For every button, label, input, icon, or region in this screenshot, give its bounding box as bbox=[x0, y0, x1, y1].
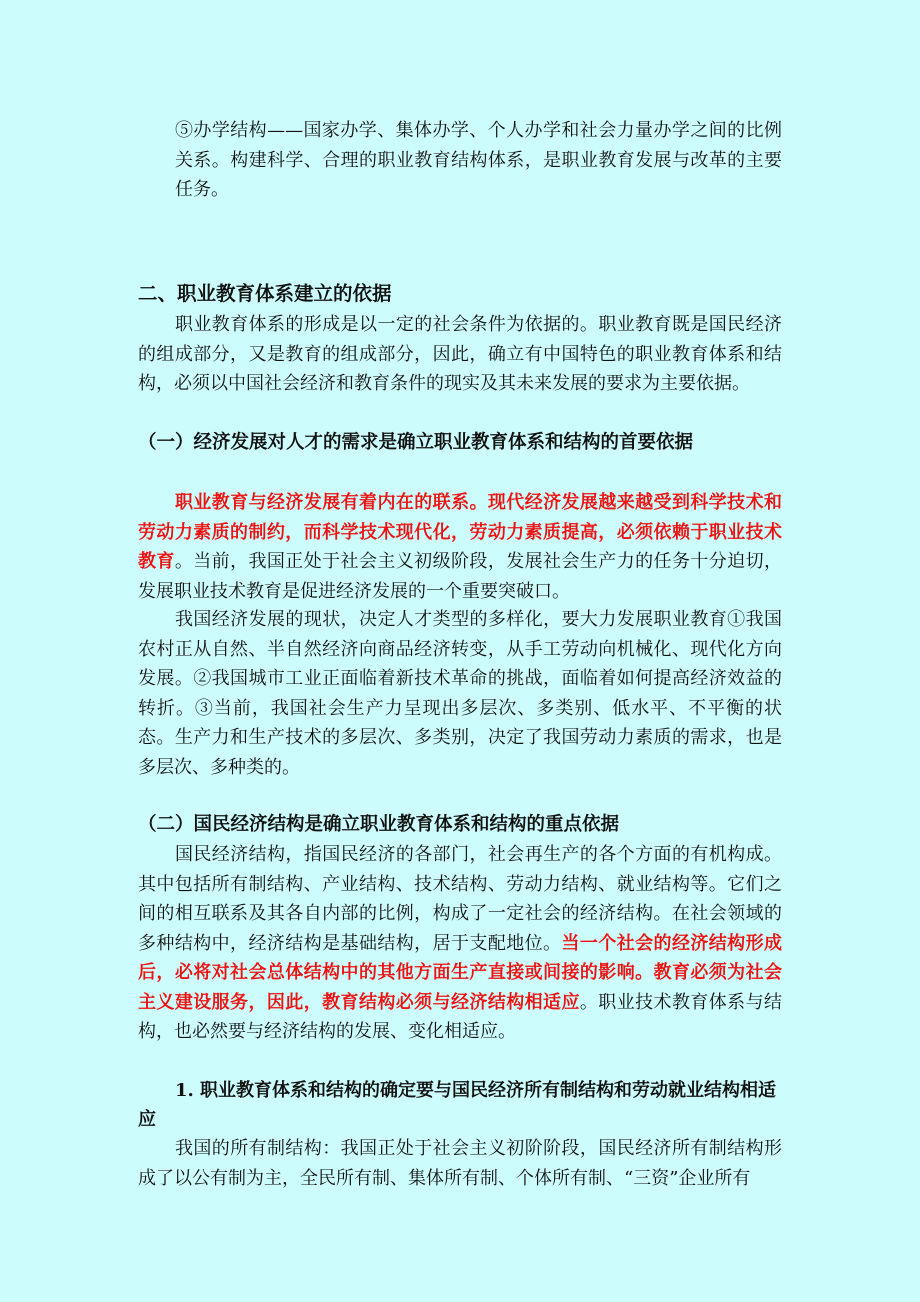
subsection-heading-economic-demand: （一）经济发展对人才的需求是确立职业教育体系和结构的首要依据 bbox=[138, 432, 694, 453]
paragraph-school-structure: ⑤办学结构——国家办学、集体办学、个人办学和社会力量办学之间的比例关系。构建科学、合理的职业教育结构体系，是职业教育发展与改革的主要任务。 bbox=[175, 120, 782, 200]
paragraph-economic-structure bbox=[138, 840, 782, 1047]
paragraph-economy-link bbox=[138, 488, 782, 606]
paragraph-intro: 职业教育体系的形成是以一定的社会条件为依据的。职业教育既是国民经济的组成部分，又是教育的组成部分，因此，确立有中国特色的职业教育体系和结构，必须以中国社会经济和教育条件的现实及其未来发展的要求为主要依据。 bbox=[138, 314, 782, 394]
highlighted-text: 职业教育与经济发展有着内在的联系。现代经济发展越来越受到科学技术和劳动力素质的制约，而科学技术现代化，劳动力素质提高，必须依赖于职业技术教育 bbox=[138, 492, 782, 572]
paragraph-text: 国民经济结构，指国民经济的各部门，社会再生产的各个方面的有机构成。其中包括所有制结构、产业结构、技术结构、劳动力结构、就业结构等。它们之间的相互联系及其各自内部的比例，构成了一定社会的经济结构。在社会领域的多种结构中，经济结构是基础结构，居于支配地位。 bbox=[138, 844, 782, 954]
point-heading-ownership: 1. 职业教育体系和结构的确定要与国民经济所有制结构和劳动就业结构相适应 bbox=[138, 1080, 777, 1130]
paragraph-text: 。职业技术教育体系与结构，也必然要与经济结构的发展、变化相适应。 bbox=[138, 991, 783, 1042]
highlighted-text: 当一个社会的经济结构形成后，必将对社会总体结构中的其他方面生产直接或间接的影响。教育必须为社会主义建设服务，因此，教育结构必须与经济结构相适应 bbox=[138, 932, 782, 1013]
paragraph-economy-status: 我国经济发展的现状，决定人才类型的多样化，要大力发展职业教育①我国农村正从自然、半自然经济向商品经济转变，从手工劳动向机械化、现代化方向发展。②我国城市工业正面临着新技术革命的挑战，面临着如何提高经济效益的转折。③当前，我国社会生产力呈现出多层次、多类别、低水平、不平衡的状态。生产力和生产技术的多层次、多类别，决定了我国劳动力素质的需求，也是多层次、多种类的。 bbox=[138, 609, 782, 778]
paragraph-text: 。当前，我国正处于社会主义初级阶段，发展社会生产力的任务十分迫切，发展职业技术教育是促进经济发展的一个重要突破口。 bbox=[138, 551, 783, 602]
section-heading-basis: 二、职业教育体系建立的依据 bbox=[138, 282, 392, 305]
subsection-heading-economic-structure: （二）国民经济结构是确立职业教育体系和结构的重点依据 bbox=[138, 814, 620, 835]
paragraph-ownership: 我国的所有制结构：我国正处于社会主义初阶阶段，国民经济所有制结构形成了以公有制为主，全民所有制、集体所有制、个体所有制、“三资”企业所有 bbox=[138, 1138, 782, 1189]
